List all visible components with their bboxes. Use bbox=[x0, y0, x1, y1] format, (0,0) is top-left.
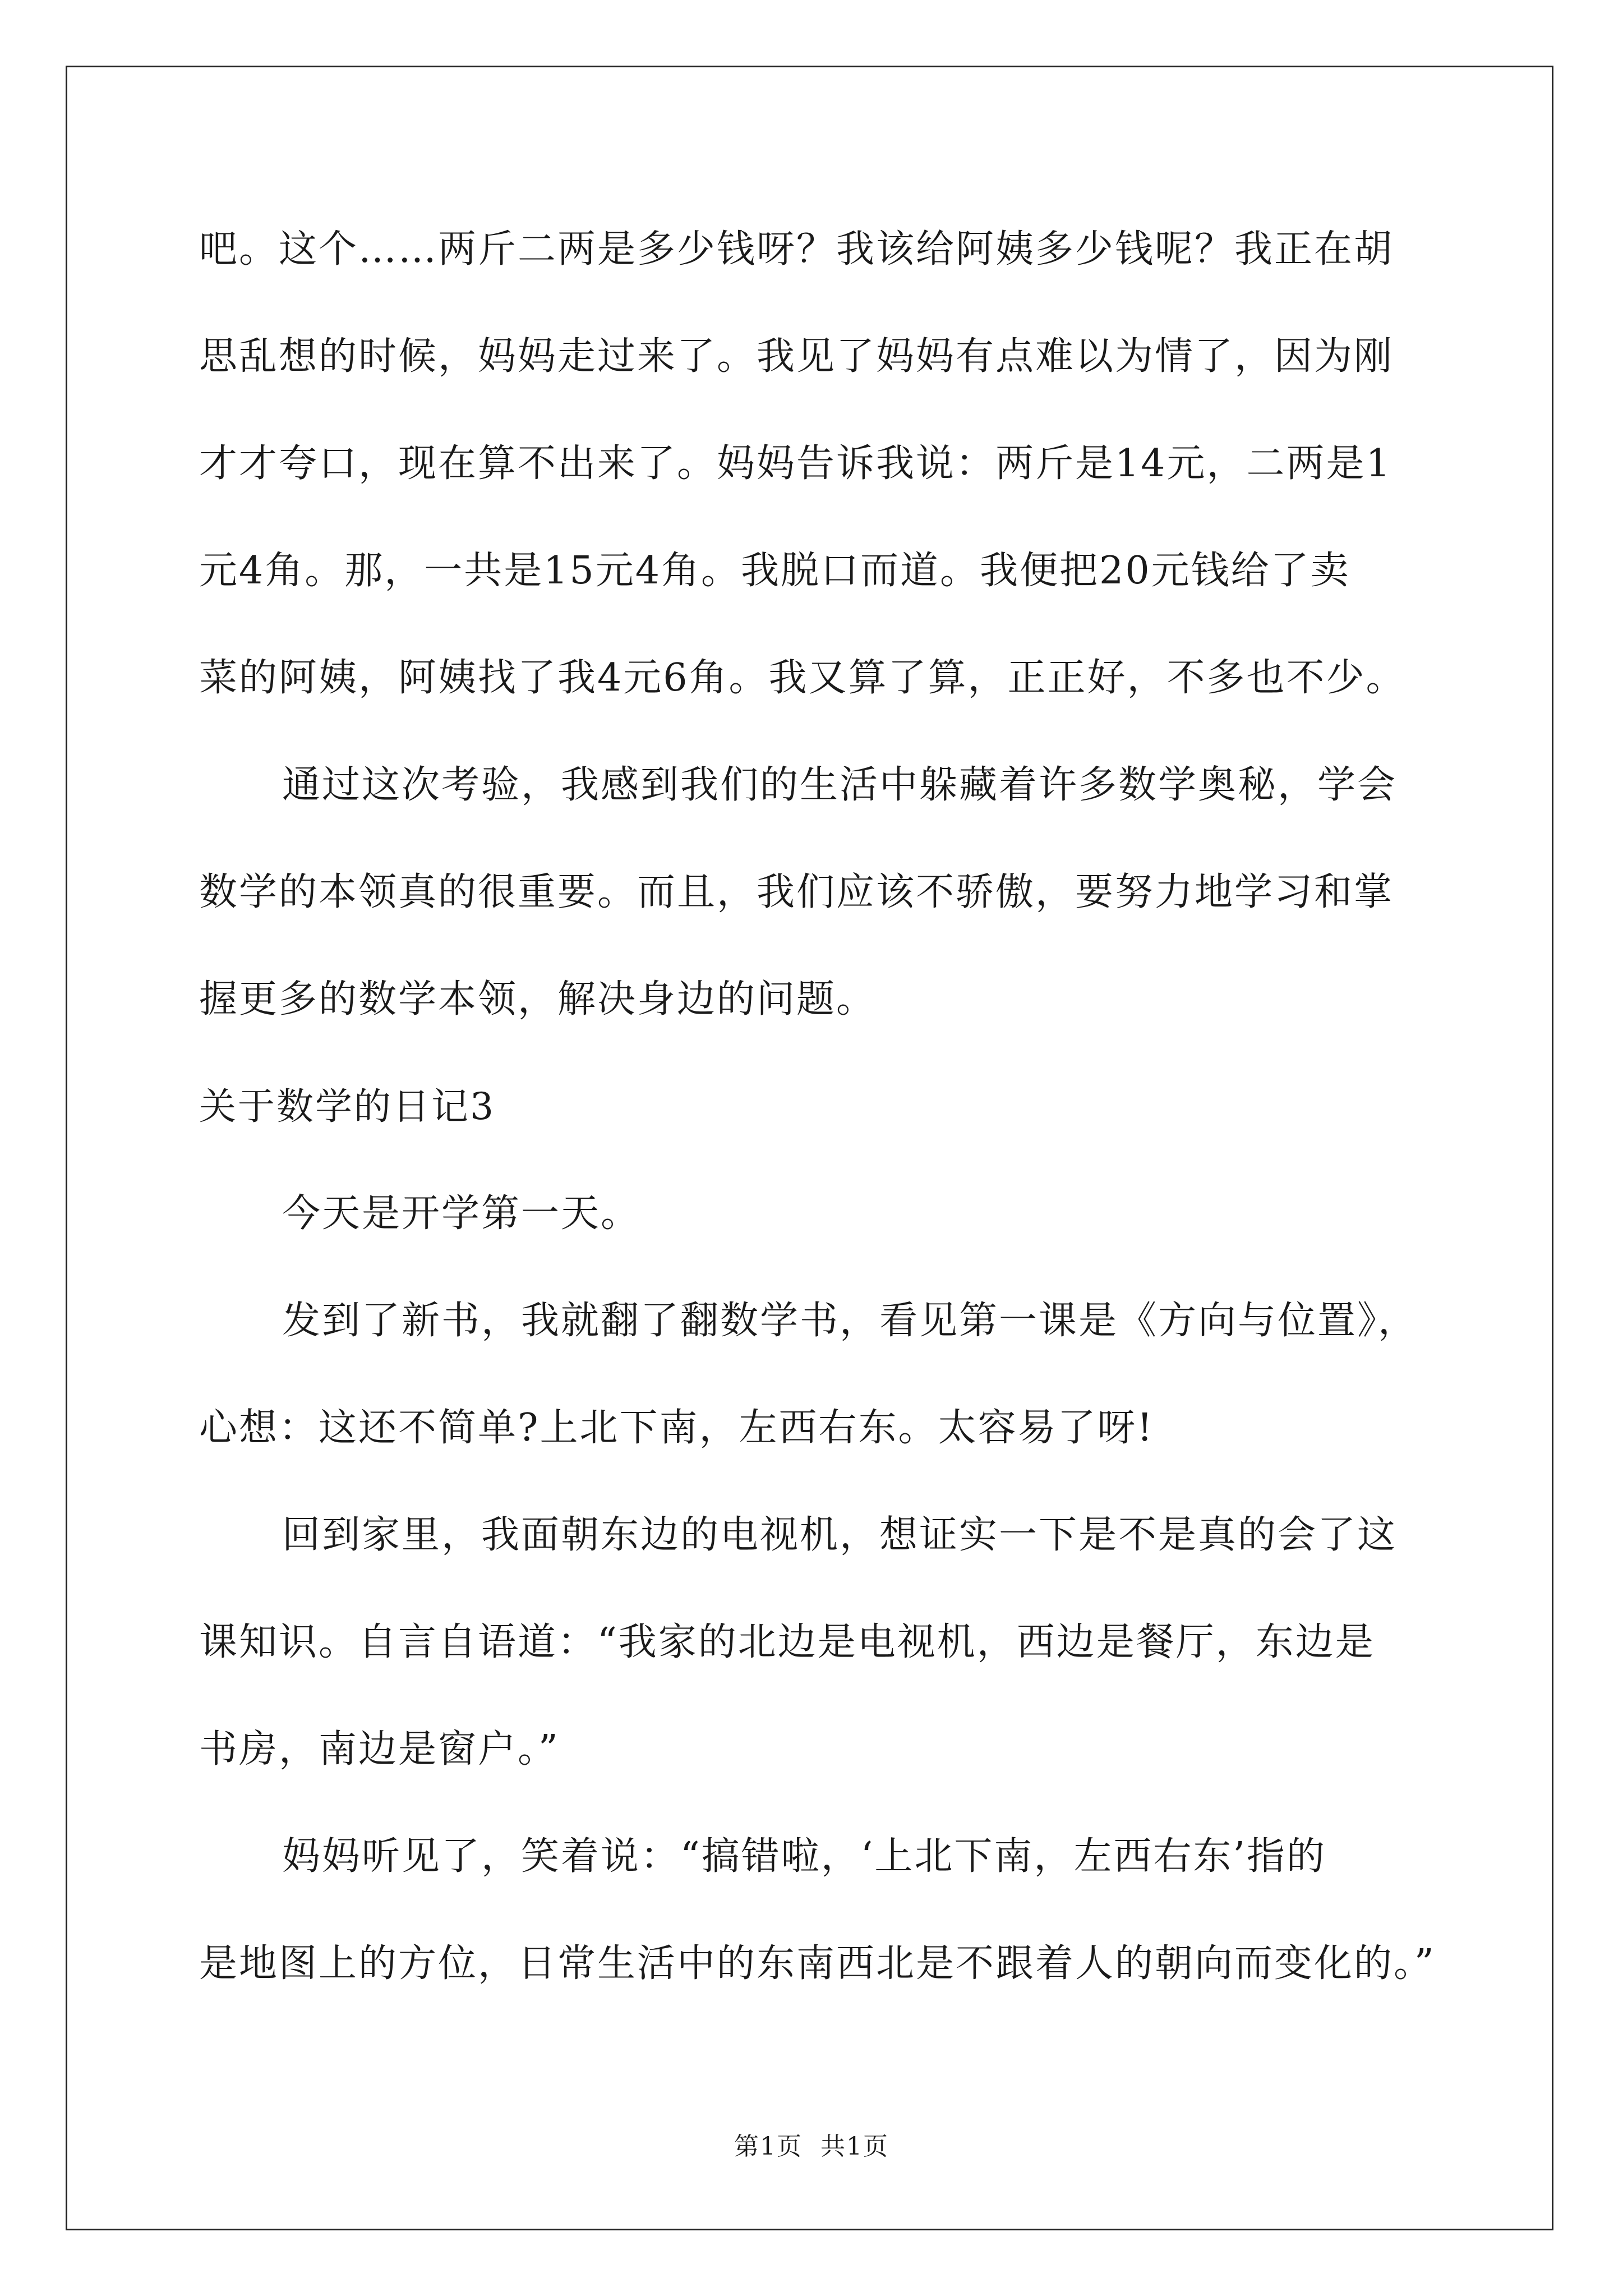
paragraph-line: 发到了新书，我就翻了翻数学书，看见第一课是《方向与位置》， bbox=[282, 1299, 1418, 1343]
paragraph-line: 是地图上的方位，日常生活中的东南西北是不跟着人的朝向而变化的。” bbox=[199, 1941, 1436, 1986]
paragraph-line: 课知识。自言自语道：“我家的北边是电视机，西边是餐厅，东边是 bbox=[199, 1620, 1375, 1664]
paragraph-line: 通过这次考验，我感到我们的生活中躲藏着许多数学奥秘，学会 bbox=[282, 763, 1398, 807]
paragraph-line: 菜的阿姨，阿姨找了我4元6角。我又算了算，正正好，不多也不少。 bbox=[199, 656, 1406, 700]
paragraph-line: 才才夸口，现在算不出来了。妈妈告诉我说：两斤是14元，二两是1 bbox=[199, 441, 1392, 486]
paragraph-line: 心想：这还不简单?上北下南，左西右东。太容易了呀! bbox=[199, 1406, 1154, 1450]
paragraph-line: 书房，南边是窗户。” bbox=[199, 1727, 560, 1772]
paragraph-line: 握更多的数学本领，解决身边的问题。 bbox=[199, 977, 877, 1022]
paragraph-line: 吧。这个……两斤二两是多少钱呀？我该给阿姨多少钱呢？我正在胡 bbox=[199, 227, 1394, 272]
paragraph-line: 回到家里，我面朝东边的电视机，想证实一下是不是真的会了这 bbox=[282, 1513, 1398, 1557]
section-heading: 关于数学的日记3 bbox=[199, 1085, 495, 1128]
paragraph-line: 今天是开学第一天。 bbox=[282, 1191, 641, 1236]
paragraph-line: 数学的本领真的很重要。而且，我们应该不骄傲，要努力地学习和掌 bbox=[199, 870, 1394, 914]
paragraph-line: 妈妈听见了，笑着说：“搞错啦，‘上北下南，左西右东’指的 bbox=[282, 1834, 1326, 1879]
document-body bbox=[199, 208, 1455, 2029]
paragraph-line: 元4角。那，一共是15元4角。我脱口而道。我便把20元钱给了卖 bbox=[199, 549, 1350, 593]
page-footer: 第1页 共1页 bbox=[734, 2132, 889, 2161]
paragraph-line: 思乱想的时候，妈妈走过来了。我见了妈妈有点难以为情了，因为刚 bbox=[199, 334, 1394, 379]
